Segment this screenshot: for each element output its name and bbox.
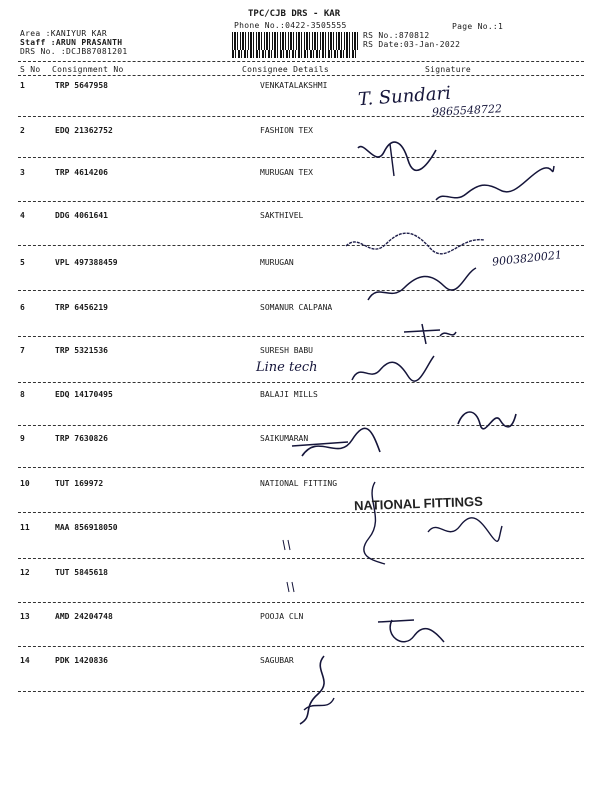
row-consignee: MURUGAN TEX — [260, 168, 313, 177]
signature-7 — [348, 352, 438, 388]
row-consignee: SAKTHIVEL — [260, 211, 304, 220]
row-consignment: MAA 856918050 — [55, 523, 118, 532]
row-consignment: PDK 1420836 — [55, 656, 108, 665]
signature-9 — [288, 422, 388, 472]
row-divider — [18, 245, 584, 246]
row-consignee: MURUGAN — [260, 258, 294, 267]
row-consignment: TRP 5647958 — [55, 81, 108, 90]
row-sno: 7 — [20, 346, 25, 355]
ditto-mark-12 — [284, 580, 296, 594]
signature-14 — [284, 650, 354, 730]
column-consignee: Consignee Details — [242, 65, 329, 74]
rs-number: RS No.:870812 — [363, 31, 430, 40]
row-sno: 1 — [20, 81, 25, 90]
column-consignment: Consignment No — [52, 65, 124, 74]
area-label: Area :KANIYUR KAR — [20, 29, 107, 38]
row-sno: 9 — [20, 434, 25, 443]
row-sno: 4 — [20, 211, 25, 220]
signature-5-phone: 9003820021 — [491, 248, 563, 269]
stamp-signature — [424, 512, 504, 546]
row-consignment: TUT 169972 — [55, 479, 104, 488]
row-sno: 14 — [20, 656, 30, 665]
signature-7-note: Line tech — [256, 360, 318, 375]
row-consignment: VPL 497388459 — [55, 258, 118, 267]
row-divider — [18, 602, 584, 603]
signature-6 — [400, 320, 460, 350]
company-stamp: NATIONAL FITTINGS — [353, 493, 484, 514]
row-consignee: BALAJI MILLS — [260, 390, 318, 399]
row-consignee: SOMANUR CALPANA — [260, 303, 333, 312]
rs-date: RS Date:03-Jan-2022 — [363, 40, 461, 49]
row-consignment: EDQ 21362752 — [55, 126, 113, 135]
row-consignment: TRP 4614206 — [55, 168, 108, 177]
row-divider — [18, 336, 584, 337]
page-number: Page No.:1 — [452, 22, 504, 31]
header-divider-bottom — [18, 75, 584, 76]
row-divider — [18, 116, 584, 117]
row-consignee: SURESH BABU — [260, 346, 313, 355]
drs-number: DRS No. :DCJB87081201 — [20, 47, 128, 56]
row-sno: 2 — [20, 126, 25, 135]
signature-1-name: T. Sundari — [357, 82, 452, 111]
barcode — [232, 32, 358, 50]
row-consignment: TRP 6456219 — [55, 303, 108, 312]
staff-label: Staff :ARUN PRASANTH — [20, 38, 123, 47]
header-divider-top — [18, 61, 584, 62]
row-consignee: SAGUBAR — [260, 656, 294, 665]
phone-number: Phone No.:0422-3505555 — [234, 21, 347, 30]
row-sno: 6 — [20, 303, 25, 312]
column-signature: Signature — [425, 65, 472, 74]
row-sno: 12 — [20, 568, 30, 577]
row-divider — [18, 290, 584, 291]
row-divider — [18, 558, 584, 559]
signature-10 — [355, 478, 395, 568]
row-sno: 3 — [20, 168, 25, 177]
row-sno: 13 — [20, 612, 30, 621]
row-consignee: SAIKUMARAN — [260, 434, 309, 443]
row-consignment: TRP 7630826 — [55, 434, 108, 443]
row-divider — [18, 157, 584, 158]
row-divider — [18, 646, 584, 647]
row-consignment: TRP 5321536 — [55, 346, 108, 355]
signature-1-phone: 9865548722 — [431, 102, 503, 119]
row-consignment: EDQ 14170495 — [55, 390, 113, 399]
row-sno: 5 — [20, 258, 25, 267]
row-consignment: AMD 24204748 — [55, 612, 113, 621]
row-consignee: NATIONAL FITTING — [260, 479, 338, 488]
row-divider — [18, 382, 584, 383]
signature-8 — [450, 400, 520, 440]
signature-3 — [430, 160, 560, 210]
row-consignee: POOJA CLN — [260, 612, 304, 621]
barcode-lower — [232, 50, 358, 58]
signature-5 — [360, 262, 480, 308]
row-sno: 11 — [20, 523, 30, 532]
row-consignment: TUT 5845618 — [55, 568, 108, 577]
row-consignment: DDG 4061641 — [55, 211, 108, 220]
document-title: TPC/CJB DRS - KAR — [248, 9, 341, 19]
column-sno: S No — [20, 65, 41, 74]
signature-4 — [340, 226, 490, 266]
row-consignee: VENKATALAKSHMI — [260, 81, 328, 90]
signature-2 — [350, 138, 440, 178]
row-sno: 8 — [20, 390, 25, 399]
row-consignee: FASHION TEX — [260, 126, 313, 135]
row-sno: 10 — [20, 479, 30, 488]
signature-13 — [374, 616, 454, 656]
ditto-mark-11 — [280, 538, 292, 552]
